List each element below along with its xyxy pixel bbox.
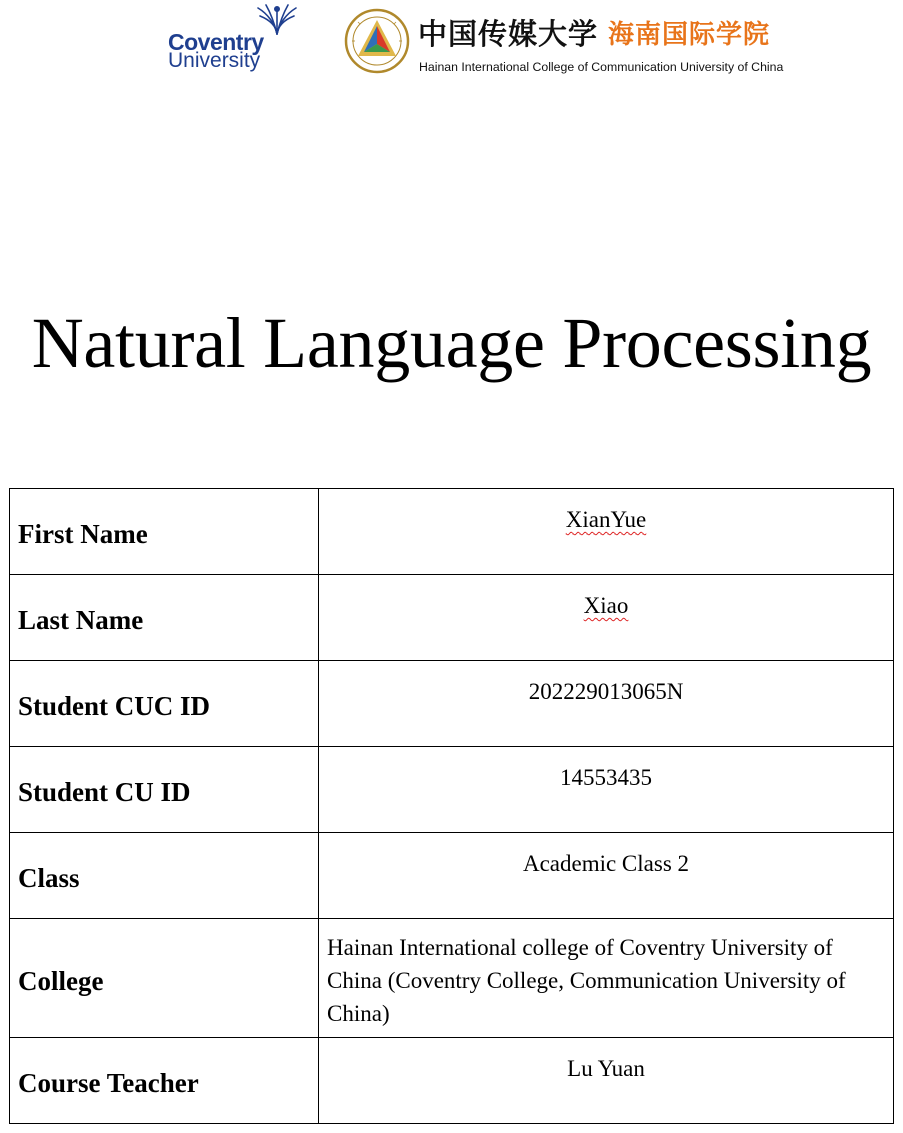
coventry-university-logo xyxy=(168,4,300,72)
row-value: 14553435 xyxy=(319,747,894,833)
table-row xyxy=(10,747,894,833)
row-value: Lu Yuan xyxy=(319,1038,894,1124)
row-label: Student CUC ID xyxy=(10,661,319,747)
row-label: Student CU ID xyxy=(10,747,319,833)
header-logos xyxy=(0,0,903,80)
row-value: Academic Class 2 xyxy=(319,833,894,919)
row-label: Last Name xyxy=(10,575,319,661)
row-label: Class xyxy=(10,833,319,919)
table-row xyxy=(10,1038,894,1124)
row-value: Hainan International college of Coventry University of China (Coventry College, Communication University of China) xyxy=(319,919,894,1038)
cuc-english-name: Hainan International College of Communication University of China xyxy=(419,60,784,74)
row-value: XianYue xyxy=(319,489,894,575)
row-value: 202229013065N xyxy=(319,661,894,747)
cuc-chinese-name: 中国传媒大学 xyxy=(418,17,599,51)
table-row xyxy=(10,661,894,747)
row-value: Xiao xyxy=(319,575,894,661)
table-row xyxy=(10,575,894,661)
row-label: Course Teacher xyxy=(10,1038,319,1124)
student-info-table xyxy=(9,488,894,1124)
coventry-logo-word2: University xyxy=(168,49,261,72)
document-title: Natural Language Processing xyxy=(31,303,872,383)
row-label: College xyxy=(10,919,319,1038)
coventry-logo-word1: Coventry xyxy=(168,29,264,55)
cuc-chinese-college: 海南国际学院 xyxy=(608,20,771,50)
table-row xyxy=(10,919,894,1038)
row-label: First Name xyxy=(10,489,319,575)
cuc-seal-icon xyxy=(344,8,410,74)
table-row xyxy=(10,489,894,575)
table-row xyxy=(10,833,894,919)
